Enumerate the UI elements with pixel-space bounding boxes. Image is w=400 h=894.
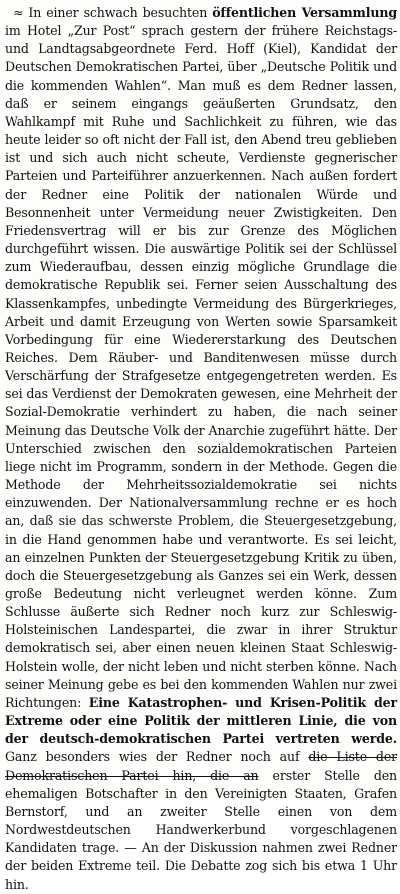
emphasized-text-segment: Eine Katastrophen- und Krisen-Politik der Extreme oder eine Politik der mittleren Linie, die von der deutsch-demokratischen Partei vertreten werde.	[5, 694, 397, 747]
article-text-segment: erster Stelle den ehemaligen Botschafter in den Vereinigten Staaten, Grafen Bernstorf, und an zweiter Stelle einen von dem Nordwestdeutschen Handwerkerbund vorgeschlagenen Kandidaten trage. — An der Diskussion nahmen zwei Redner der beiden Extreme teil. Die Debatte zog sich bis etwa 1 Uhr hin.	[5, 767, 398, 892]
article-body	[5, 4, 397, 894]
struck-through-text-segment: die Liste der Demokratischen Partei hin, die an	[5, 749, 397, 783]
article-text-segment: Ganz besonders wies der Redner noch auf	[5, 749, 309, 765]
article-text-segment: ≈ In einer schwach besuchten	[13, 5, 213, 20]
article-text-segment: im Hotel „Zur Post“ sprach gestern der frühere Reichstags- und Landtagsabgeordnete Ferd. Hoff (Kiel), Kandidat der Deutschen Demokratischen Partei, über „Deutsche Politik und die kommenden Wahlen“. Man muß es dem Redner lassen, daß er seinem eingangs geäußerten Grundsatz, den Wahlkampf mit Ruhe und Sachlichkeit zu führen, wie das heute leider so oft nicht der Fall ist, den Abend treu geblieben ist und sich auch nicht scheute, Verdienste gegnerischer Parteien und Parteiführer anzuerkennen. Nach außen fordert der Redner eine Politik der nationalen Würde und Besonnenheit unter Vermeidung neuer Zwistigkeiten. Den Friedensvertrag will er bis zur Grenze des Möglichen durchgeführt wissen. Die auswärtige Politik sei der Schlüssel zum Wiederaufbau, dessen einzig mögliche Grundlage die demokratische Republik sei. Ferner seien Ausschaltung des Klassenkampfes, unbedingte Vermeidung des Bürgerkrieges, Arbeit und damit Erzeugung von Werten sowie Sparsamkeit Vorbedingung für eine Wiedererstarkung des Deutschen Reiches. Dem Räuber- und Banditenwesen müsse durch Verschärfung der Strafgesetze entgegengetreten werden. Es sei das Verdienst der Demokraten gewesen, eine Mehrheit der Sozial-Demokratie verhindert zu haben, die nach seiner Meinung das Deutsche Volk der Anarchie zugeführt hätte. Der Unterschied zwischen den sozialdemokratischen Parteien liege nicht im Programm, sondern in der Methode. Gegen die Methode der Mehrheitssozialdemokratie sei nichts einzuwenden. Der Nationalversammlung rechne er es hoch an, daß sie das schwerste Problem, die Steuergesetzgebung, in die Hand genommen habe und verantworte. Es sei leicht, an einzelnen Punkten der Steuergesetzgebung Kritik zu üben, doch die Steuergesetzgebung als Ganzes sei ein Werk, dessen große Bedeutung nicht verleugnet werden könne. Zum Schlusse äußerte sich Redner noch kurz zur Schleswig-Holsteinischen Landespartei, die zwar in ihrer Struktur demokratisch sei, aber einen neuen kleinen Staat Schleswig-Holstein wolle, der nicht leben und nicht sterben könne. Nach seiner Meinung gebe es bei den kommenden Wahlen nur zwei Richtungen:	[5, 23, 397, 710]
emphasized-text-segment: öffentlichen Versammlung	[212, 5, 397, 20]
